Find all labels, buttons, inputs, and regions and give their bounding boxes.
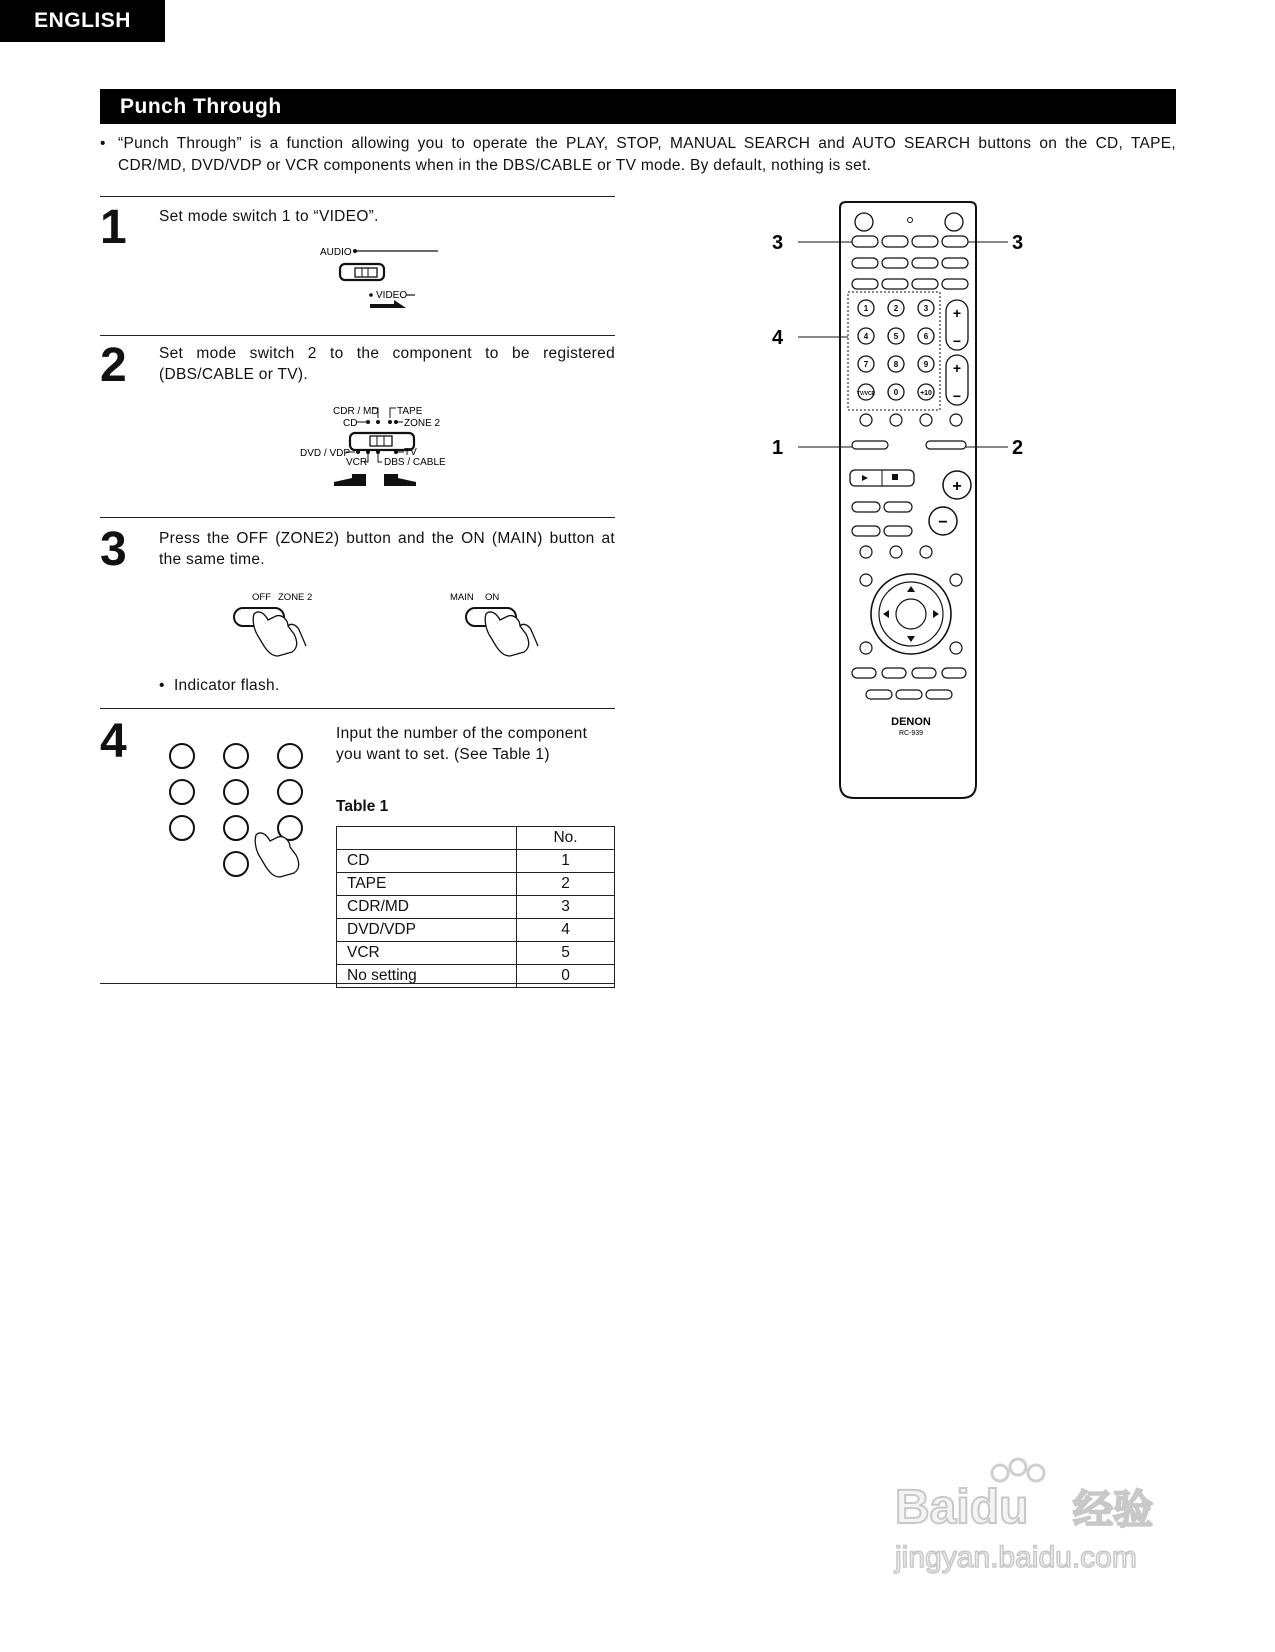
key-label: 4 [863, 332, 869, 341]
key-label: 2 [893, 304, 899, 313]
step-note [159, 677, 280, 695]
step-text: Set mode switch 2 to the component to be registered (DBS/CABLE or TV). [159, 345, 615, 383]
key-label: 1 [863, 304, 869, 313]
key-label: 9 [923, 360, 929, 369]
table-row [337, 965, 615, 988]
table-cell: TAPE [337, 873, 517, 896]
step-number: 3 [100, 523, 127, 576]
table-cell: 4 [517, 919, 615, 942]
key-label: 5 [893, 332, 899, 341]
section-title: Punch Through [100, 89, 1176, 124]
mode-switch-1-diagram [310, 240, 450, 320]
tape-label: TAPE [397, 406, 423, 417]
hand-icon [485, 612, 529, 656]
mode-switch-2-diagram [300, 400, 470, 510]
divider [100, 196, 615, 197]
table-cell: 1 [517, 850, 615, 873]
key-label: 3 [923, 304, 929, 313]
cdr-md-label: CDR / MD [333, 406, 379, 417]
dbs-cable-label: DBS / CABLE [384, 457, 446, 468]
off-label: OFF [252, 592, 271, 603]
watermark-logo-text: Baidu [895, 1481, 1029, 1534]
table-row [337, 942, 615, 965]
main-on-button-diagram [450, 590, 560, 670]
table-cell: VCR [337, 942, 517, 965]
intro-text: “Punch Through” is a function allowing you to operate the PLAY, STOP, MANUAL SEARCH and AUTO SEARCH buttons on the CD, TAPE, CDR/MD, DVD/VDP or VCR components when in the DBS/CABLE or TV mode. By default, nothing is set. [118, 135, 1176, 174]
arrow-icon [370, 300, 406, 308]
intro-paragraph [100, 133, 1176, 177]
key-label: 6 [923, 332, 929, 341]
callout-label: 2 [1012, 437, 1024, 459]
key-label: 7 [863, 360, 869, 369]
callout-label: 4 [772, 327, 784, 349]
table-row [337, 919, 615, 942]
table-cell: 0 [517, 965, 615, 988]
bullet: • [100, 135, 106, 152]
svg-text:+: + [952, 360, 962, 376]
table-title: Table 1 [336, 798, 389, 815]
callout-label: 1 [772, 437, 784, 459]
step-text: Press the OFF (ZONE2) button and the ON (MAIN) button at the same time. [159, 530, 615, 568]
table-row [337, 896, 615, 919]
vcr-label: VCR [346, 457, 368, 468]
table-cell: 2 [517, 873, 615, 896]
step-text: Input the number of the component you want to set. (See Table 1) [336, 725, 588, 763]
main-label: MAIN [450, 592, 474, 603]
key-label: 8 [893, 360, 899, 369]
audio-label: AUDIO [320, 247, 352, 258]
table-header-row [337, 827, 615, 850]
table-cell: CDR/MD [337, 896, 517, 919]
key-label: TV/VCR [856, 391, 876, 397]
cd-label: CD [343, 418, 358, 429]
baidu-watermark-logo [895, 1455, 1195, 1585]
table-row [337, 850, 615, 873]
table-cell: 3 [517, 896, 615, 919]
zone2-label: ZONE 2 [278, 592, 313, 603]
component-number-table [336, 826, 615, 988]
step-number: 4 [100, 715, 127, 768]
remote-control-diagram [772, 200, 1024, 810]
svg-text:+: + [952, 305, 962, 321]
zone2-label: ZONE 2 [404, 418, 441, 429]
language-tab: ENGLISH [0, 0, 165, 42]
key-label: 0 [893, 388, 899, 397]
callout-label: 3 [772, 232, 784, 254]
table-cell: DVD/VDP [337, 919, 517, 942]
step-text: Set mode switch 1 to “VIDEO”. [159, 208, 379, 225]
tv-label: TV [404, 447, 417, 458]
watermark-url: jingyan.baidu.com [895, 1541, 1137, 1574]
svg-text:−: − [952, 388, 962, 404]
number-keypad-diagram [160, 735, 320, 885]
brand-label: DENON [891, 716, 931, 728]
watermark [895, 1455, 1195, 1590]
step-number: 2 [100, 339, 127, 392]
table-header-cell [337, 827, 517, 850]
step-number: 1 [100, 201, 127, 254]
svg-text:+: + [952, 478, 962, 495]
svg-text:−: − [952, 333, 962, 349]
arrow-right-icon [384, 474, 416, 486]
off-zone2-button-diagram [228, 590, 338, 670]
callout-label: 3 [1012, 232, 1024, 254]
model-label: RC-939 [898, 730, 924, 737]
hand-icon [253, 612, 297, 656]
key-label: +10 [920, 390, 932, 397]
table-cell: No setting [337, 965, 517, 988]
arrow-left-icon [334, 474, 366, 486]
table-row [337, 873, 615, 896]
bullet: • [159, 677, 165, 694]
watermark-tag: 经验 [1073, 1488, 1153, 1532]
dvd-vdp-label: DVD / VDP [300, 448, 351, 459]
svg-text:−: − [938, 514, 948, 531]
table-cell: 5 [517, 942, 615, 965]
table-cell: CD [337, 850, 517, 873]
divider [100, 708, 615, 709]
on-label: ON [485, 592, 500, 603]
video-label: VIDEO [376, 290, 408, 301]
divider [100, 517, 615, 518]
note-text: Indicator flash. [173, 677, 280, 694]
divider [100, 335, 615, 336]
table-header-cell: No. [517, 827, 615, 850]
